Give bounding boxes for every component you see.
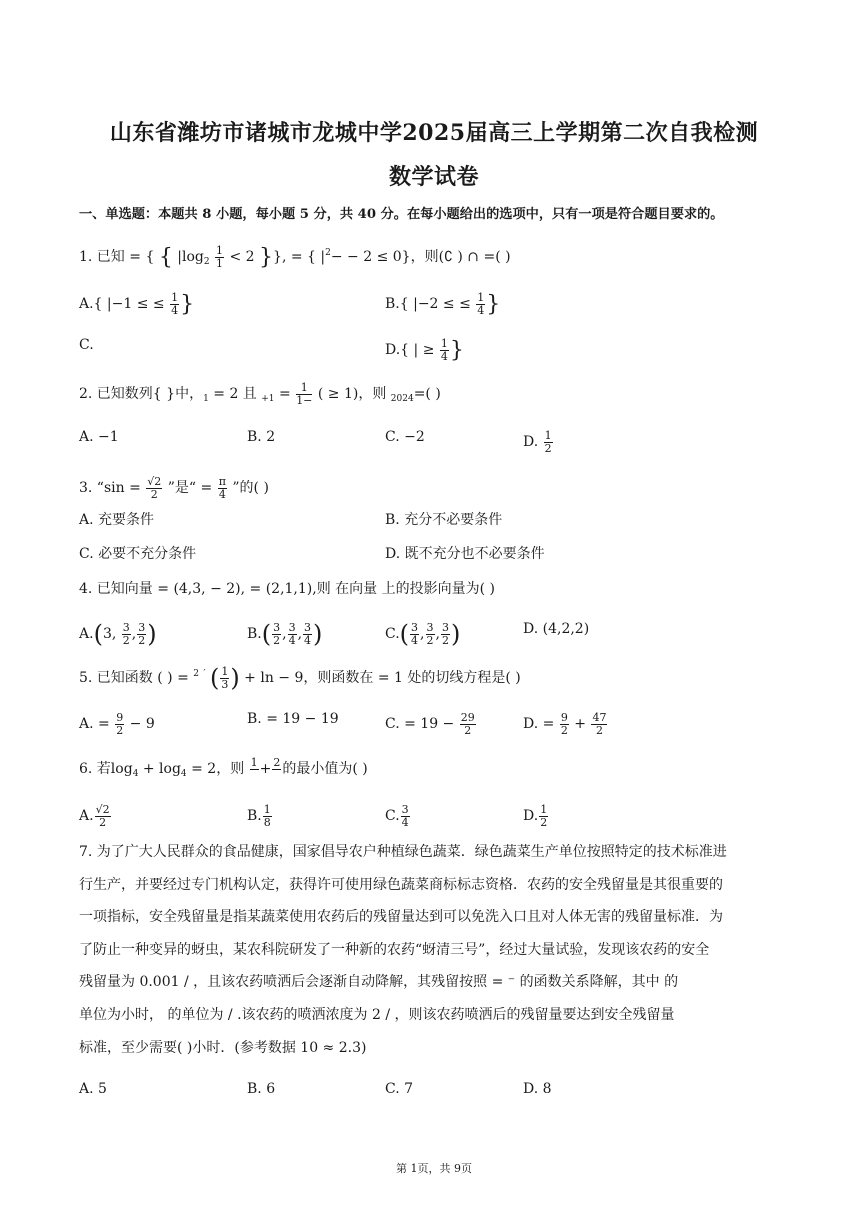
exam-subtitle: 数学试卷: [388, 164, 479, 190]
question-3-option-c: C. 必要不充分条件: [79, 546, 197, 562]
question-6-option-d: D. $\frac{1}{2}$: [523, 803, 548, 829]
question-4-option-b: B.( $\frac{3}{2}$ , $\frac{3}{4}$ , $\frac{3}{4}$ ): [247, 620, 323, 649]
question-5-option-a: A. = $\frac{9}{2}$ − 9: [79, 711, 155, 737]
question-7-line: 7. 为了广大人民群众的食品健康，国家倡导农户种植绿色蔬菜．绿色蔬菜生产单位按照特定的技术标准进: [79, 844, 727, 860]
question-7-option-a: A. 5: [79, 1081, 107, 1097]
question-6-option-a: A. $\frac{√2}{2}$: [79, 803, 110, 829]
exam-title: 山东省潍坊市诸城市龙城中学2025届高三上学期第二次自我检测: [109, 120, 759, 146]
question-7-stem: [79, 836, 791, 1064]
right-brace: }: [259, 245, 274, 271]
question-1-option-b: B.{ |−2 ≤ ≤ $\frac{1}{4}$ }: [385, 291, 501, 318]
page-footer: 第 1页，共 9页: [396, 1162, 472, 1175]
question-7-line: 了防止一种变异的蚜虫，某农科院研发了一种新的农药“蚜清三号”，经过大量试验，发现该农药的安全: [79, 941, 710, 958]
question-5-option-b: B. = 19 − 19: [247, 711, 339, 727]
question-6-stem: 6. 若$\log_4 + \log_4 = 2$，则 1 + 2 的最小值为( ): [79, 756, 368, 780]
question-1-option-c: C.: [79, 337, 94, 353]
question-2-option-c: C. −2: [385, 429, 425, 445]
left-brace: {: [158, 245, 173, 271]
question-4-option-d: D. (4,2,2): [523, 621, 590, 637]
question-7-option-d: D. 8: [523, 1081, 552, 1097]
question-6-option-b: B. $\frac{1}{8}$: [247, 803, 271, 829]
section-heading: 一、单选题：本题共 8 小题，每小题 5 分，共 40 分。在每小题给出的选项中，只有一项是符合题目要求的。: [79, 207, 724, 222]
question-4-option-a: A.(3, $\frac{3}{2}$ , $\frac{3}{2}$ ): [79, 620, 157, 649]
question-7-line: 单位为小时， 的单位为 / .该农药的喷洒浓度为 2 / ，则该农药喷洒后的残留量要达到安全残留量: [79, 1006, 675, 1023]
question-5-stem: 5. 已知函数 ( ) = $^2$ ′ ( $\frac{1}{3}$ ) + ln − 9，则函数在 = 1 处的切线方程是( ): [79, 664, 521, 693]
question-7-line: 标准，至少需要( )小时．(参考数据 10 ≈ 2.3): [79, 1039, 367, 1056]
question-2-stem: 2. 已知数列{ }中，$_1$ = 2 且 $_{+1}$ = $\frac{1}{1-}$ ( ≥ 1)，则 $_{2024}$=( ): [79, 381, 441, 407]
question-6-option-c: C. $\frac{3}{4}$: [385, 803, 409, 829]
question-7-line: 残留量为 0.001 / ，且该农药喷洒后会逐渐自动降解，其残留按照 = ⁻ 的函数关系降解，其中 的: [79, 974, 679, 991]
question-7-option-b: B. 6: [247, 1081, 276, 1097]
question-3-option-a: A. 充要条件: [79, 512, 155, 528]
question-2-option-a: A. −1: [79, 429, 119, 445]
question-1-option-a: A.{ |−1 ≤ ≤ $\frac{1}{4}$ }: [79, 291, 195, 318]
question-3-option-d: D. 既不充分也不必要条件: [385, 546, 545, 562]
question-5-option-c: C. = 19 − $\frac{29}{2}$: [385, 711, 475, 737]
question-7-line: 一项指标，安全残留量是指某蔬菜使用农药后的残留量达到可以免洗入口且对人体无害的残留量标准．为: [79, 909, 723, 926]
question-3-stem: 3. “sin = $\frac{√2}{2}$ ”是“ = $\frac{\pi}{4}$ ”的( ): [79, 475, 269, 501]
question-2-option-b: B. 2: [247, 429, 276, 445]
question-1-option-d: D.{ | ≥ $\frac{1}{4}$ }: [385, 337, 464, 364]
question-4-option-c: C.( $\frac{3}{4}$ , $\frac{3}{2}$ , $\frac{3}{2}$ ): [385, 620, 461, 649]
question-2-option-d: D. $\frac{1}{2}$: [523, 429, 552, 455]
question-5-option-d: D. = $\frac{9}{2}$ + $\frac{47}{2}$: [523, 711, 607, 737]
question-3-option-b: B. 充分不必要条件: [385, 512, 503, 528]
question-1-stem: 1. 已知 = { { $|\log_2$ $\frac{1}{1}$ < 2 }}, = { $|^2- - 2 \le 0$}，则(∁ ) ∩ =( ): [79, 244, 511, 271]
question-4-stem: 4. 已知向量 = (4,3, − 2), = (2,1,1),则 在向量 上的投影向量为( ): [79, 581, 495, 597]
question-7-option-c: C. 7: [385, 1081, 414, 1097]
question-7-line: 行生产，并要经过专门机构认定，获得许可使用绿色蔬菜商标标志资格．农药的安全残留量是其很重要的: [79, 876, 723, 893]
